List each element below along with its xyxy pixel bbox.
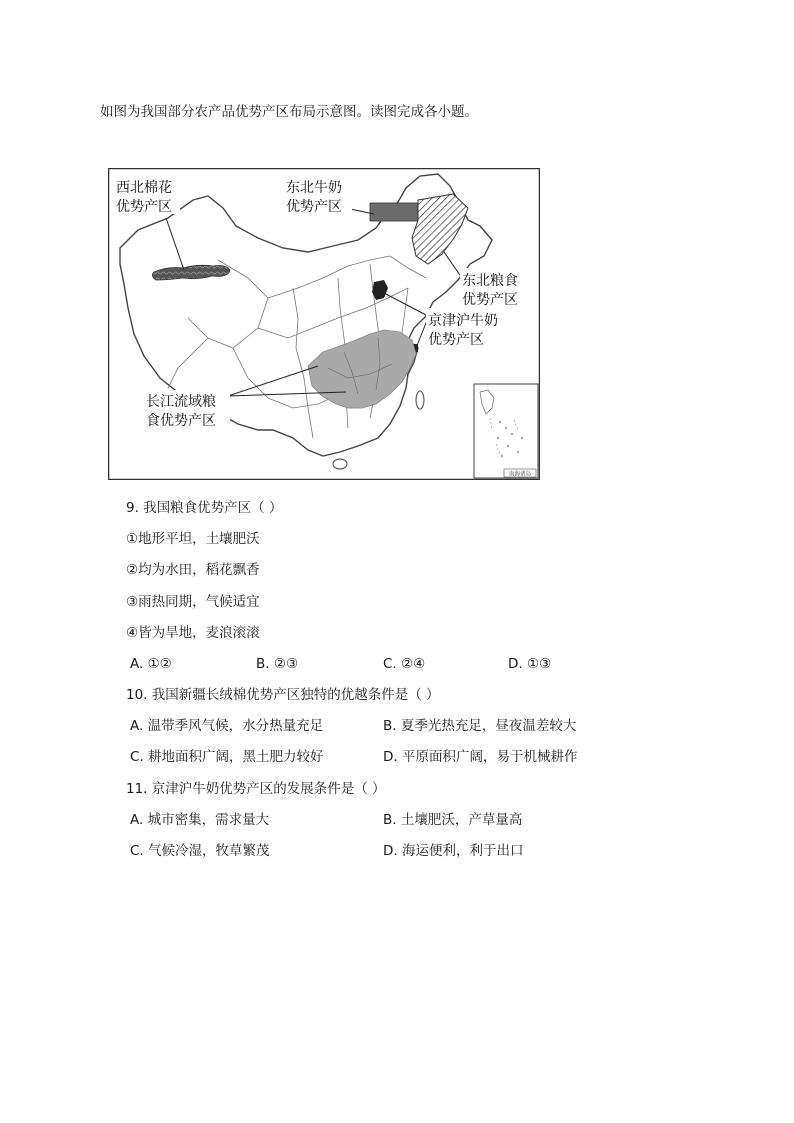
label-dongbei-niunai-1: 东北牛奶 <box>286 180 342 196</box>
hainan-island <box>333 459 347 469</box>
question-10-option-b[interactable]: B. 夏季光热充足，昼夜温差较大 <box>383 718 577 734</box>
label-dongbei-niunai-2: 优势产区 <box>286 199 342 215</box>
label-xibei-1: 西北棉花 <box>116 180 172 196</box>
label-jingjinhu-1: 京津沪牛奶 <box>428 313 498 329</box>
intro-text: 如图为我国部分农产品优势产区布局示意图。读图完成各小题。 <box>100 104 478 120</box>
question-11-option-a[interactable]: A. 城市密集，需求量大 <box>130 812 270 828</box>
map-svg <box>108 168 540 480</box>
question-9-stem: 9. 我国粮食优势产区（ ） <box>126 500 283 516</box>
question-9-option-b[interactable]: B. ②③ <box>256 656 299 672</box>
question-9-option-d[interactable]: D. ①③ <box>508 656 552 672</box>
label-jingjinhu-2: 优势产区 <box>428 332 484 348</box>
question-10-stem: 10. 我国新疆长绒棉优势产区独特的优越条件是（ ） <box>126 687 440 703</box>
label-dongbei-liangshi-1: 东北粮食 <box>462 273 518 289</box>
question-9-statement-3: ③雨热同期，气候适宜 <box>126 594 260 610</box>
northeast-milk-region <box>370 203 420 221</box>
label-dongbei-liangshi-2: 优势产区 <box>462 292 518 308</box>
question-9-statement-4: ④皆为旱地，麦浪滚滚 <box>126 625 260 641</box>
question-9-statement-2: ②均为水田，稻花飘香 <box>126 562 260 578</box>
taiwan-island <box>416 391 424 409</box>
question-11-option-c[interactable]: C. 气候冷湿，牧草繁茂 <box>130 843 270 859</box>
question-11-option-b[interactable]: B. 土壤肥沃，产草量高 <box>383 812 523 828</box>
question-9-statement-1: ①地形平坦，土壤肥沃 <box>126 531 260 547</box>
question-10-option-d[interactable]: D. 平原面积广阔，易于机械耕作 <box>383 749 578 765</box>
question-11-option-d[interactable]: D. 海运便利，利于出口 <box>383 843 524 859</box>
label-changjiang-2: 食优势产区 <box>146 413 216 429</box>
question-11-stem: 11. 京津沪牛奶优势产区的发展条件是（ ） <box>126 781 386 797</box>
label-changjiang-1: 长江流域粮 <box>146 394 216 410</box>
south-china-sea-inset <box>474 384 538 478</box>
china-agriculture-map <box>108 168 540 480</box>
question-9-option-a[interactable]: A. ①② <box>130 656 172 672</box>
label-xibei-2: 优势产区 <box>116 199 172 215</box>
question-9-option-c[interactable]: C. ②④ <box>383 656 426 672</box>
inset-caption: 南海诸岛 <box>508 471 532 478</box>
question-10-option-c[interactable]: C. 耕地面积广阔，黑土肥力较好 <box>130 749 324 765</box>
question-10-option-a[interactable]: A. 温带季风气候，水分热量充足 <box>130 718 324 734</box>
